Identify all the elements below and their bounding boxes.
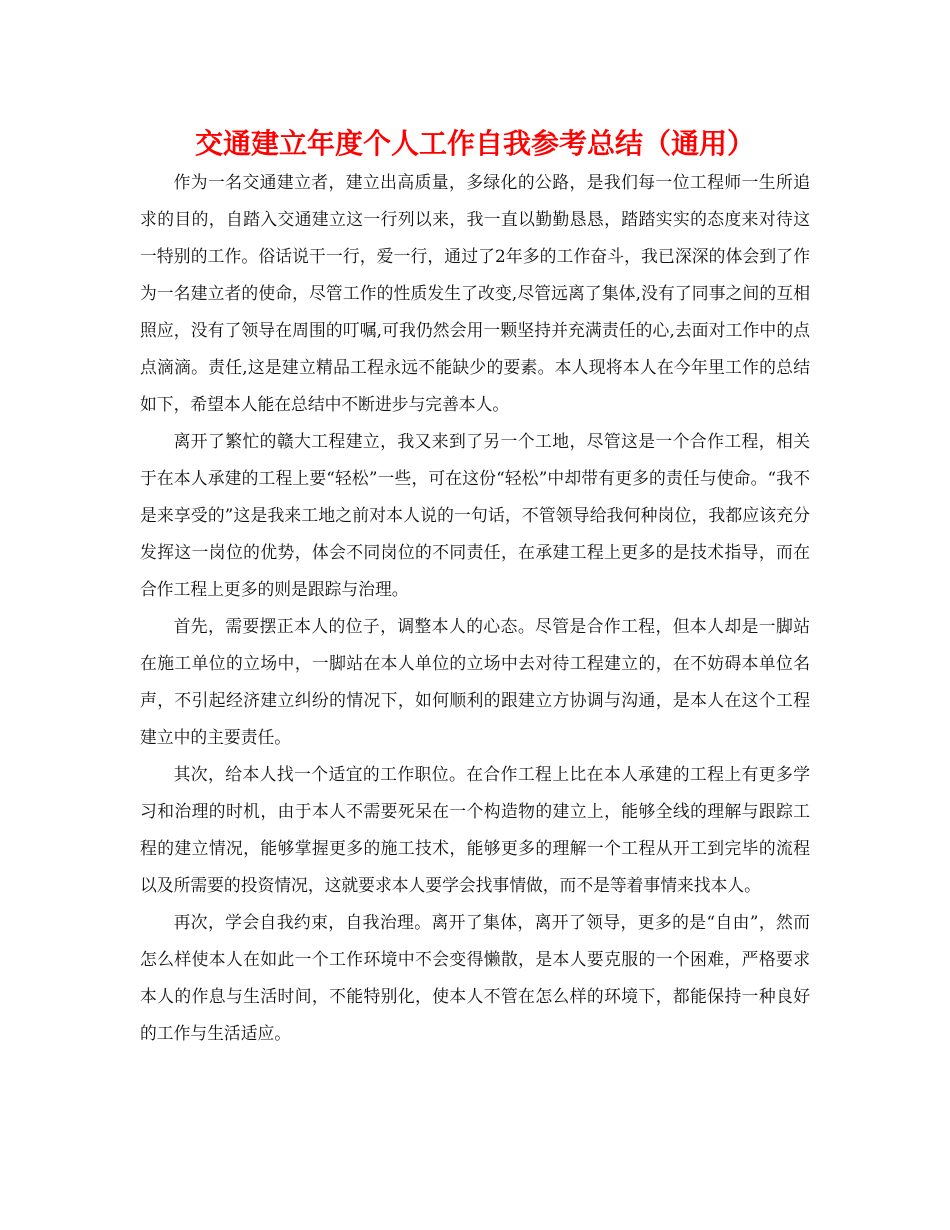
document-title: 交通建立年度个人工作自我参考总结（通用） (194, 127, 755, 160)
paragraph-3: 首先，需要摆正本人的位子，调整本人的心态。尽管是合作工程，但本人却是一脚站在施工单位的立场中，一脚站在本人单位的立场中去对待工程建立的，在不妨碍本单位名声，不引起经济建立纠纷的情况下，如何顺利的跟建立方协调与沟通，是本人在这个工程建立中的主要责任。 (140, 616, 810, 747)
paragraph-5: 再次，学会自我约束，自我治理。离开了集体，离开了领导，更多的是“自由”，然而怎么样使本人在如此一个工作环境中不会变得懒散，是本人要克服的一个困难，严格要求本人的作息与生活时间，不能特别化，使本人不管在怎么样的环境下，都能保持一种良好的工作与生活适应。 (140, 912, 810, 1043)
document-body (140, 164, 810, 1052)
paragraph-2: 离开了繁忙的赣大工程建立，我又来到了另一个工地，尽管这是一个合作工程，相关于在本人承建的工程上要“轻松”一些，可在这份“轻松”中却带有更多的责任与使命。“我不是来享受的”这是我来工地之前对本人说的一句话，不管领导给我何种岗位，我都应该充分发挥这一岗位的优势，体会不同岗位的不同责任，在承建工程上更多的是技术指导，而在合作工程上更多的则是跟踪与治理。 (140, 431, 810, 599)
paragraph-4: 其次，给本人找一个适宜的工作职位。在合作工程上比在本人承建的工程上有更多学习和治理的时机，由于本人不需要死呆在一个构造物的建立上，能够全线的理解与跟踪工程的建立情况，能够掌握更多的施工技术，能够更多的理解一个工程从开工到完毕的流程以及所需要的投资情况，这就要求本人要学会找事情做，而不是等着事情来找本人。 (140, 764, 810, 895)
paragraph-1: 作为一名交通建立者，建立出高质量，多绿化的公路，是我们每一位工程师一生所追求的目的，自踏入交通建立这一行列以来，我一直以勤勤恳恳，踏踏实实的态度来对待这一特别的工作。俗话说干一行，爱一行，通过了2年多的工作奋斗，我已深深的体会到了作为一名建立者的使命，尽管工作的性质发生了改变,尽管远离了集体,没有了同事之间的互相照应，没有了领导在周围的叮嘱,可我仍然会用一颗坚持并充满责任的心,去面对工作中的点点滴滴。责任,这是建立精品工程永远不能缺少的要素。本人现将本人在今年里工作的总结如下，希望本人能在总结中不断进步与完善本人。 (140, 172, 810, 414)
